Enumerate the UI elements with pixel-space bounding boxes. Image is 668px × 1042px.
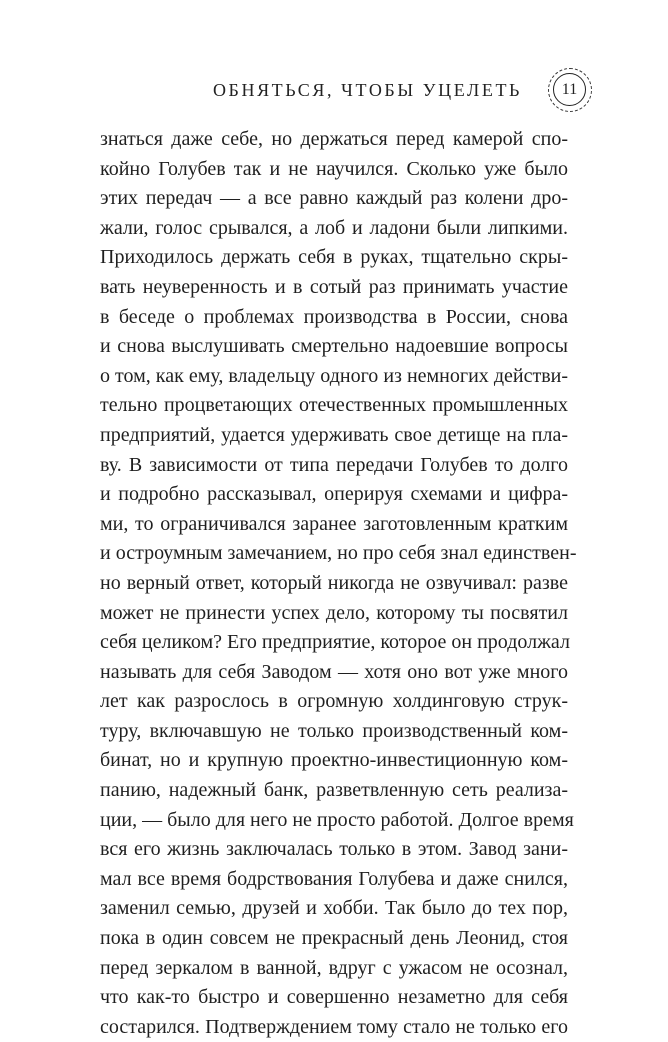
text-line: этих передач — а все равно каждый раз колени дро-: [100, 187, 568, 210]
text-line: и подробно рассказывал, оперируя схемами и цифра-: [100, 483, 568, 506]
text-line: мал все время бодрствования Голубева и даже снился,: [100, 867, 568, 890]
text-line: туру, включавшую не только производственный ком-: [100, 719, 568, 742]
text-line: заменил семью, друзей и хобби. Так было до тех пор,: [100, 897, 568, 920]
body-text: [100, 125, 577, 1042]
page-number: 11: [553, 73, 586, 106]
text-line: ми, то ограничивался заранее заготовленным кратким: [100, 512, 568, 535]
text-line: себя целиком? Его предприятие, которое он продолжал: [100, 631, 570, 654]
text-line: ву. В зависимости от типа передачи Голубев то долго: [100, 453, 568, 476]
text-line: состарился. Подтверждением тому стало не только его: [100, 1015, 568, 1038]
running-title: ОБНЯТЬСЯ, ЧТОБЫ УЦЕЛЕТЬ: [212, 80, 522, 100]
text-line: ции, — было для него не просто работой. Долгое время: [100, 808, 574, 831]
text-line: Приходилось держать себя в руках, тщательно скры-: [100, 246, 568, 269]
text-line: в беседе о проблемах производства в России, снова: [100, 305, 568, 328]
text-line: лет как разрослось в огромную холдинговую струк-: [100, 690, 568, 713]
text-line: бинат, но и крупную проектно-инвестиционную ком-: [100, 749, 568, 772]
page-header: [100, 68, 592, 120]
text-line: предприятий, удается удерживать свое детище на пла-: [100, 423, 568, 446]
text-line: панию, надежный банк, разветвленную сеть реализа-: [100, 779, 568, 802]
text-line: но верный ответ, который никогда не озвучивал: разве: [100, 571, 568, 594]
text-line: перед зеркалом в ванной, вдруг с ужасом не осознал,: [100, 956, 568, 979]
text-line: тельно процветающих отечественных промышленных: [100, 394, 568, 417]
page-number-badge: [548, 68, 592, 112]
text-line: что как-то быстро и совершенно незаметно для себя: [100, 986, 568, 1009]
text-line: койно Голубев так и не научился. Сколько уже было: [100, 157, 568, 180]
text-line: может не принести успех дело, которому ты посвятил: [100, 601, 568, 624]
text-line: пока в один совсем не прекрасный день Леонид, стоя: [100, 927, 568, 950]
text-line: жали, голос срывался, а лоб и ладони были липкими.: [100, 216, 568, 239]
text-line: вать неуверенность и в сотый раз принимать участие: [100, 275, 568, 298]
text-line: знаться даже себе, но держаться перед камерой спо-: [100, 128, 568, 150]
text-line: и остроумным замечанием, но про себя знал единствен-: [100, 542, 577, 565]
text-line: и снова выслушивать смертельно надоевшие вопросы: [100, 335, 568, 358]
text-line: называть для себя Заводом — хотя оно вот уже много: [100, 660, 568, 683]
text-line: о том, как ему, владельцу одного из немногих действи-: [100, 364, 568, 387]
text-line: вся его жизнь заключалась только в этом. Завод зани-: [100, 838, 568, 861]
